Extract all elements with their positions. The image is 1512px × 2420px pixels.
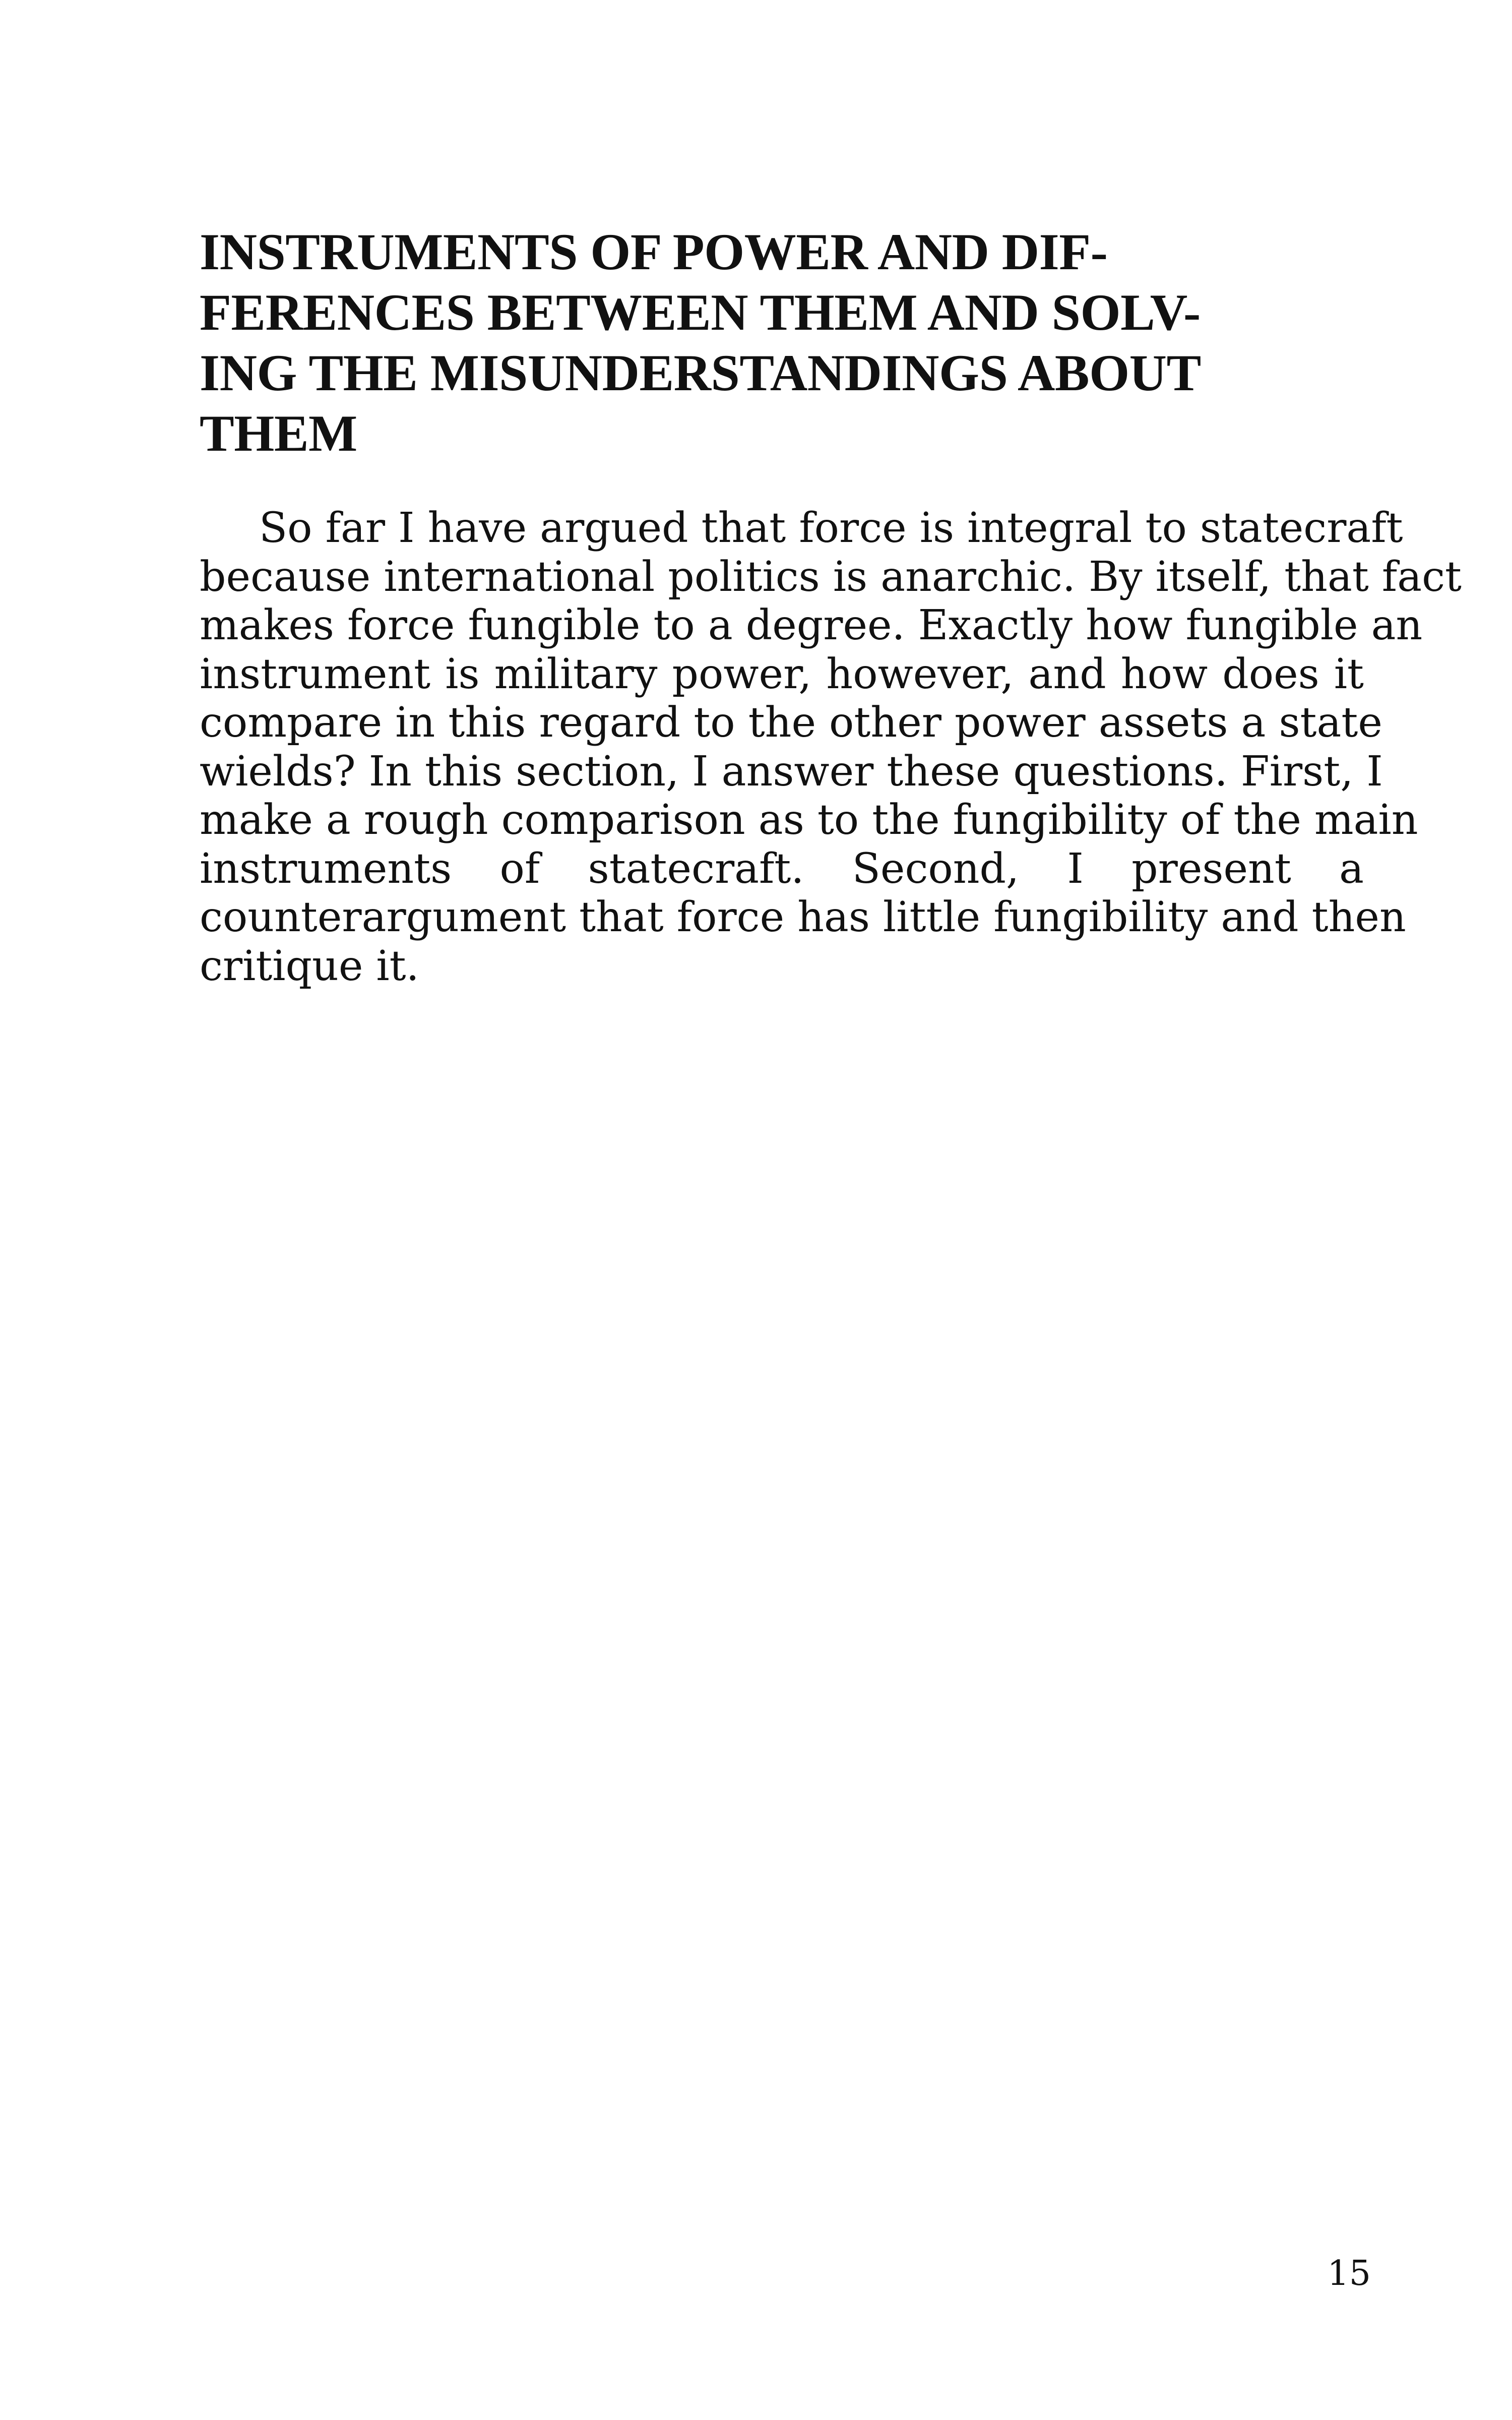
paragraph-line: make a rough comparison as to the fungibility of the main — [200, 796, 1418, 844]
paragraph-line: wields? In this section, I answer these questions. First, I — [200, 747, 1383, 796]
heading-line: ING THE MISUNDERSTANDINGS ABOUT — [200, 344, 1201, 402]
paragraph-line: instruments of statecraft. Second, I present a — [200, 844, 1364, 893]
heading-line: INSTRUMENTS OF POWER AND DIF- — [200, 223, 1108, 281]
paragraph-line: instrument is military power, however, and how does it — [200, 650, 1364, 698]
heading-line: THEM — [200, 405, 357, 462]
paragraph-line: So far I have argued that force is integral to statecraft — [259, 504, 1403, 552]
page-number: 15 — [1327, 2254, 1371, 2293]
paragraph-line: critique it. — [200, 942, 419, 990]
paragraph-line: makes force fungible to a degree. Exactly how fungible an — [200, 601, 1423, 649]
section-heading — [200, 222, 1359, 464]
body-paragraph — [200, 504, 1462, 991]
paragraph-line: because international politics is anarchic. By itself, that fact — [200, 553, 1462, 601]
paragraph-line: counterargument that force has little fungibility and then — [200, 893, 1406, 941]
paragraph-line: compare in this regard to the other power assets a state — [200, 699, 1382, 747]
heading-line: FERENCES BETWEEN THEM AND SOLV- — [200, 284, 1201, 341]
